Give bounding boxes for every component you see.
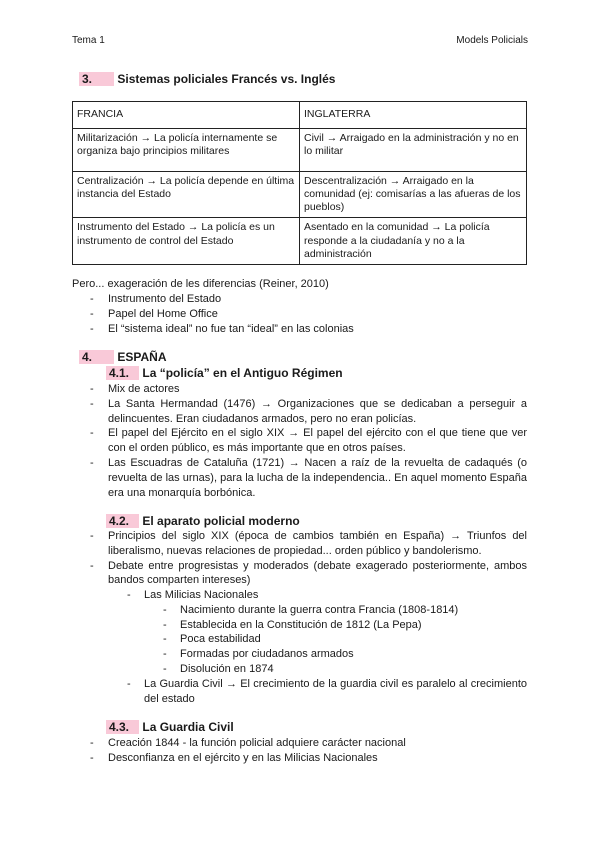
list-item: - Creación 1844 - la función policial adquiere carácter nacional [72, 736, 527, 751]
section-4-3-title: La Guardia Civil [142, 720, 234, 734]
table-cell: Militarización → La policía internamente se organiza bajo principios militares [73, 129, 300, 172]
table-header-inglaterra: INGLATERRA [300, 102, 527, 129]
table-header-row [73, 102, 527, 129]
list-item: - Principios del siglo XIX (época de cambios también en España) → Triunfos del liberalismo, nuevas relaciones de propiedad... orden público y bandolerismo. [72, 529, 527, 559]
comparison-table [72, 101, 527, 265]
guardia-civil-item: - La Guardia Civil → El crecimiento de la guardia civil es paralelo al crecimiento del estado [72, 677, 527, 707]
section-4-1-title: La “policía” en el Antiguo Régimen [142, 366, 343, 380]
table-header-francia: FRANCIA [73, 102, 300, 129]
list-item: - Papel del Home Office [72, 307, 527, 322]
pero-list [72, 292, 527, 336]
section-4-2-list [72, 529, 527, 588]
list-item: - La Santa Hermandad (1476) → Organizaciones que se dedicaban a perseguir a delincuentes. Eran ciudadanos armados, pero no eran policías. [72, 397, 527, 427]
header-right: Models Policials [456, 35, 528, 46]
section-4-2-heading [106, 514, 300, 528]
table-cell: Asentado en la comunidad → La policía responde a la ciudadanía y no a la administración [300, 218, 527, 264]
list-item: - Las Escuadras de Cataluña (1721) → Nacen a raíz de la revuelta de cadaqués (o revuelta de las urnas), para la lucha de la independencia.. En aquel momento España era una monarquía borbónica. [72, 456, 527, 500]
section-4-2-number: 4.2. [106, 514, 139, 528]
list-item: - Debate entre progresistas y moderados (debate exagerado posteriormente, ambos bandos comparten intereses) [72, 559, 527, 589]
table-cell: Descentralización → Arraigado en la comunidad (ej: comisarías a las afueras de los pueblos) [300, 172, 527, 218]
table-row [73, 129, 527, 172]
section-4-number: 4. [79, 350, 114, 364]
list-item: - Instrumento del Estado [72, 292, 527, 307]
list-item: - Mix de actores [72, 382, 527, 397]
section-4-2-title: El aparato policial moderno [142, 514, 300, 528]
milicias-item: - Las Milicias Nacionales [72, 588, 527, 603]
table-row [73, 218, 527, 264]
table-cell: Centralización → La policía depende en última instancia del Estado [73, 172, 300, 218]
section-4-1-heading [106, 366, 343, 380]
section-4-heading [79, 350, 166, 364]
section-4-3-number: 4.3. [106, 720, 139, 734]
list-item: - Disolución en 1874 [72, 662, 527, 677]
list-item: - Desconfianza en el ejército y en las Milicias Nacionales [72, 751, 527, 766]
list-item: - El “sistema ideal” no fue tan “ideal” en las colonias [72, 322, 527, 337]
section-3-number: 3. [79, 72, 114, 86]
header-left: Tema 1 [72, 35, 105, 46]
section-3-heading [79, 72, 335, 86]
section-4-1-number: 4.1. [106, 366, 139, 380]
section-4-2-sublist [72, 588, 527, 706]
pero-paragraph: Pero... exageración de les diferencias (Reiner, 2010) [72, 278, 329, 290]
section-4-1-list [72, 382, 527, 500]
table-cell: Instrumento del Estado → La policía es un instrumento de control del Estado [73, 218, 300, 264]
section-3-title: Sistemas policiales Francés vs. Inglés [117, 72, 336, 86]
list-item: - Poca estabilidad [72, 632, 527, 647]
list-item: - Nacimiento durante la guerra contra Francia (1808-1814) [72, 603, 527, 618]
table-cell: Civil → Arraigado en la administración y no en lo militar [300, 129, 527, 172]
list-item: - El papel del Ejército en el siglo XIX → El papel del ejército con el que tiene que ver con el orden público, es más importante que en otros países. [72, 426, 527, 456]
section-4-title: ESPAÑA [117, 350, 167, 364]
list-item: - Establecida en la Constitución de 1812 (La Pepa) [72, 618, 527, 633]
list-item: - Formadas por ciudadanos armados [72, 647, 527, 662]
table-row [73, 172, 527, 218]
section-4-3-heading [106, 720, 234, 734]
section-4-3-list [72, 736, 527, 766]
